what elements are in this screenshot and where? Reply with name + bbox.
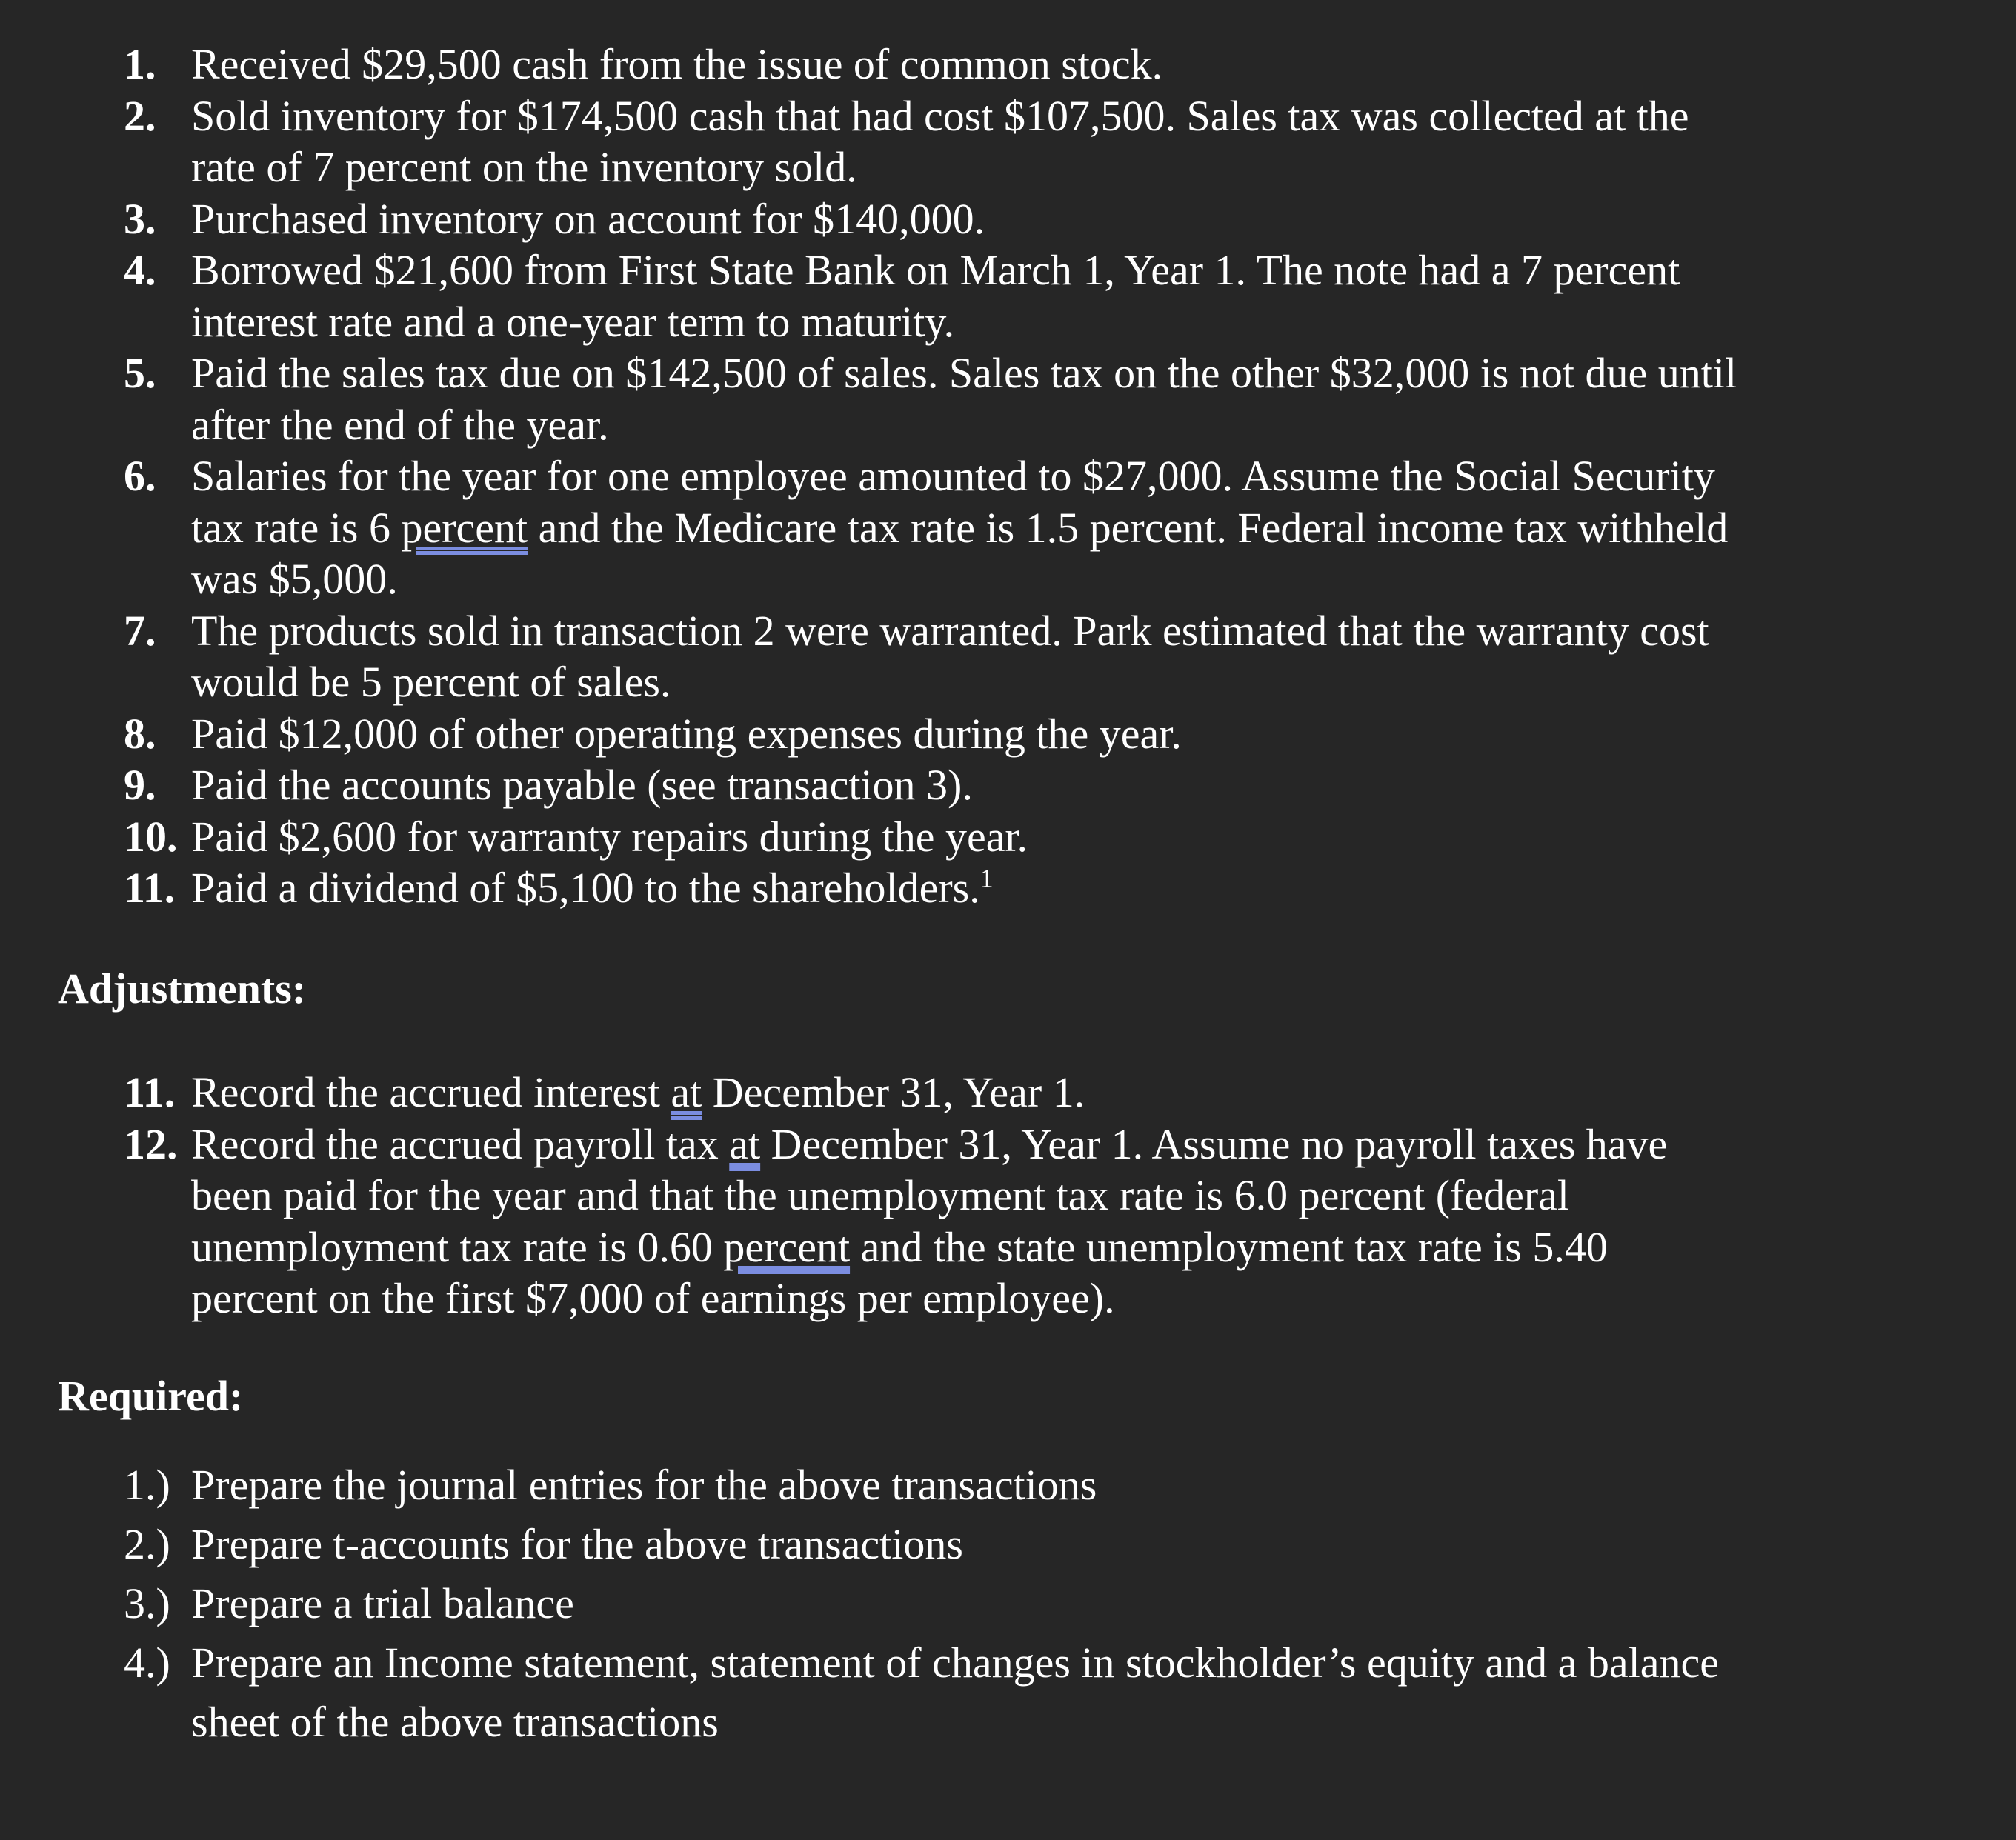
spellcheck-word: at [671, 1068, 702, 1116]
spellcheck-word: percent [401, 503, 528, 552]
item-text: Paid $2,600 for warranty repairs during the year. [191, 812, 1028, 861]
item-number: 3. [124, 194, 156, 243]
list-item [0, 347, 1737, 450]
text-segment: and the state unemployment tax rate is 5.40 [850, 1222, 1608, 1271]
item-text [191, 502, 1737, 554]
item-text: Prepare a trial balance [191, 1579, 574, 1627]
item-text: after the end of the year. [191, 400, 609, 449]
item-number: 9. [124, 761, 156, 809]
text-segment: December 31, Year 1. Assume no payroll taxes have [760, 1119, 1668, 1168]
list-item [0, 90, 1737, 193]
required-heading: Required: [58, 1372, 244, 1420]
list-item [0, 1456, 1719, 1515]
item-text: Purchased inventory on account for $140,000. [191, 194, 985, 243]
list-item [0, 450, 1737, 605]
spellcheck-word: percent [723, 1222, 851, 1271]
list-item [0, 811, 1737, 863]
item-text: Prepare t-accounts for the above transactions [191, 1520, 963, 1568]
text-segment: and the Medicare tax rate is 1.5 percent. Federal income tax withheld [528, 503, 1729, 552]
item-text: Borrowed $21,600 from First State Bank on March 1, Year 1. The note had a 7 percent [191, 246, 1680, 294]
item-text: Paid $12,000 of other operating expenses during the year. [191, 709, 1182, 758]
list-item [0, 759, 1737, 811]
item-number: 11. [124, 864, 176, 912]
item-text: Paid the accounts payable (see transaction 3). [191, 761, 973, 809]
item-text: Salaries for the year for one employee amounted to $27,000. Assume the Social Security [191, 452, 1715, 500]
item-number: 8. [124, 709, 156, 758]
item-number: 1.) [124, 1461, 170, 1509]
text-segment: tax rate is 6 [191, 503, 402, 552]
item-text [191, 1067, 1667, 1119]
item-text [191, 1221, 1667, 1273]
list-item [0, 862, 1737, 914]
item-text: percent on the first $7,000 of earnings per employee). [191, 1274, 1115, 1322]
spellcheck-word: at [729, 1119, 761, 1168]
item-number: 2. [124, 91, 156, 140]
list-item [0, 1067, 1667, 1119]
item-number: 7. [124, 606, 156, 655]
item-text: was $5,000. [191, 555, 398, 603]
item-text: rate of 7 percent on the inventory sold. [191, 143, 857, 191]
item-text: been paid for the year and that the unemployment tax rate is 6.0 percent (federal [191, 1171, 1570, 1219]
item-text: The products sold in transaction 2 were warranted. Park estimated that the warranty cost [191, 606, 1709, 655]
list-item [0, 605, 1737, 708]
item-text: Prepare an Income statement, statement of changes in stockholder’s equity and a balance [191, 1639, 1720, 1687]
item-number: 4.) [124, 1639, 170, 1687]
text-segment: Record the accrued payroll tax [191, 1119, 730, 1168]
item-number: 3.) [124, 1579, 170, 1627]
text-segment: unemployment tax rate is 0.60 [191, 1222, 724, 1271]
item-number: 2.) [124, 1520, 170, 1568]
list-item [0, 39, 1737, 90]
item-text: sheet of the above transactions [191, 1698, 719, 1746]
item-number: 5. [124, 349, 156, 397]
list-item [0, 193, 1737, 245]
item-text: Sold inventory for $174,500 cash that had cost $107,500. Sales tax was collected at the [191, 91, 1689, 140]
item-text: interest rate and a one-year term to maturity. [191, 297, 955, 346]
item-number: 1. [124, 40, 156, 88]
item-text [191, 862, 1737, 914]
list-item [0, 1515, 1719, 1574]
list-item [0, 1633, 1719, 1752]
item-number: 6. [124, 452, 156, 500]
item-number: 11. [124, 1068, 176, 1116]
list-item [0, 708, 1737, 760]
item-number: 10. [124, 812, 178, 861]
item-text: Received $29,500 cash from the issue of common stock. [191, 40, 1163, 88]
list-item [0, 244, 1737, 347]
footnote-marker: 1 [979, 863, 994, 893]
list-item [0, 1574, 1719, 1633]
transactions-list [0, 39, 1737, 914]
text-segment: Paid a dividend of $5,100 to the shareholders. [191, 864, 980, 912]
adjustments-heading: Adjustments: [58, 964, 307, 1013]
item-text: Paid the sales tax due on $142,500 of sales. Sales tax on the other $32,000 is not due until [191, 349, 1737, 397]
item-text: Prepare the journal entries for the above transactions [191, 1461, 1097, 1509]
text-segment: December 31, Year 1. [702, 1068, 1085, 1116]
text-segment: Record the accrued interest [191, 1068, 671, 1116]
item-number: 12. [124, 1119, 178, 1168]
adjustments-list [0, 1067, 1667, 1324]
required-list [0, 1456, 1719, 1752]
item-text [191, 1119, 1667, 1170]
item-text: would be 5 percent of sales. [191, 658, 671, 706]
list-item [0, 1119, 1667, 1324]
item-number: 4. [124, 246, 156, 294]
